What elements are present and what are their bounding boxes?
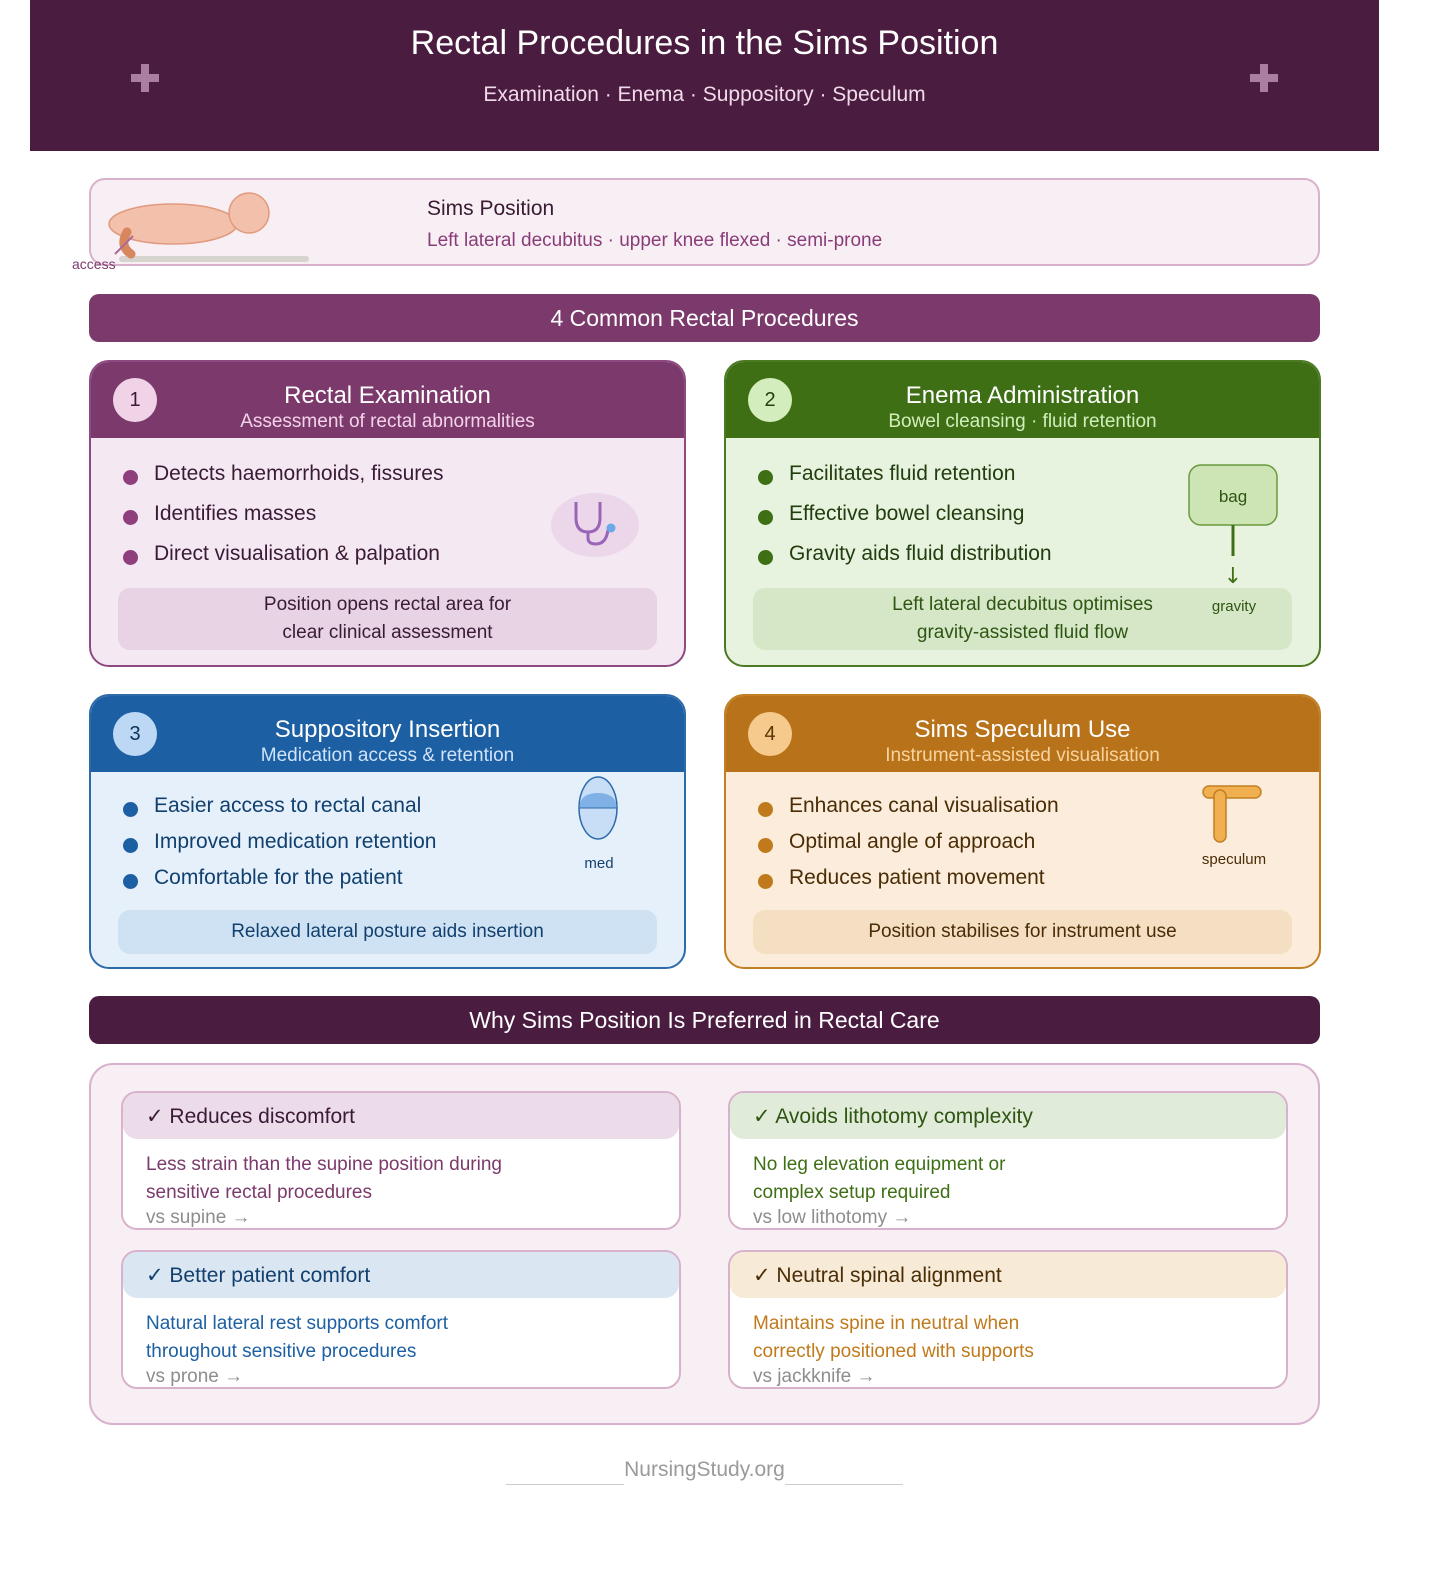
procedure-subtitle: Instrument-assisted visualisation: [885, 745, 1160, 766]
down-arrow-icon: ↓: [1223, 564, 1243, 589]
note-line: Position opens rectal area for: [263, 594, 512, 615]
list-item: Comfortable for the patient: [123, 866, 437, 902]
enema-bag-label: bag: [1218, 487, 1248, 506]
footer-divider: [785, 1484, 903, 1485]
benefit-card-spinal-alignment: [728, 1250, 1288, 1389]
benefit-comparison: vs low lithotomy →: [753, 1207, 912, 1228]
med-label: med: [584, 855, 614, 872]
list-item: Optimal angle of approach: [758, 830, 1059, 866]
note-line: Left lateral decubitus optimises: [892, 594, 1153, 615]
procedure-title: Suppository Insertion: [274, 716, 501, 743]
list-item: Improved medication retention: [123, 830, 437, 866]
list-item: Enhances canal visualisation: [758, 794, 1059, 830]
procedure-note: Relaxed lateral posture aids insertion: [118, 910, 657, 954]
benefit-title: ✓ Reduces discomfort: [123, 1093, 679, 1139]
procedure-points: [758, 462, 1052, 582]
card-header: [726, 696, 1319, 772]
procedure-note: Position stabilises for instrument use: [753, 910, 1292, 954]
procedure-points: [123, 794, 437, 902]
benefit-title: ✓ Neutral spinal alignment: [730, 1252, 1286, 1298]
benefit-line: complex setup required: [753, 1182, 951, 1203]
procedure-card-rectal-examination: [89, 360, 686, 667]
gravity-label: gravity: [1211, 598, 1257, 615]
note-line: gravity-assisted fluid flow: [916, 622, 1129, 643]
procedure-points: [758, 794, 1059, 902]
card-header: [91, 362, 684, 438]
patient-lying-icon: [91, 180, 411, 280]
procedure-title: Enema Administration: [905, 382, 1140, 409]
footer-credit: NursingStudy.org: [624, 1458, 785, 1481]
list-item: Detects haemorrhoids, fissures: [123, 462, 443, 502]
benefit-comparison: vs prone →: [146, 1366, 244, 1387]
list-item: Reduces patient movement: [758, 866, 1059, 902]
procedure-card-sims-speculum-use: [724, 694, 1321, 969]
procedure-title: Sims Speculum Use: [914, 716, 1131, 743]
benefit-comparison: vs jackknife →: [753, 1366, 876, 1387]
suppository-icon: [577, 774, 619, 842]
benefits-panel: [89, 1063, 1320, 1425]
card-header: [726, 362, 1319, 438]
benefit-card-patient-comfort: [121, 1250, 681, 1389]
header-banner: [30, 0, 1379, 151]
speculum-label: speculum: [1201, 851, 1267, 868]
benefit-line: No leg elevation equipment or: [753, 1154, 1006, 1175]
list-item: Gravity aids fluid distribution: [758, 542, 1052, 582]
procedure-card-suppository-insertion: [89, 694, 686, 969]
benefit-line: Natural lateral rest supports comfort: [146, 1313, 449, 1334]
procedure-subtitle: Bowel cleansing · fluid retention: [888, 411, 1157, 432]
procedure-number: 1: [113, 378, 157, 422]
benefit-line: Maintains spine in neutral when: [753, 1313, 1020, 1334]
benefit-comparison: vs supine →: [146, 1207, 251, 1228]
benefit-line: correctly positioned with supports: [753, 1341, 1034, 1362]
benefit-description: [753, 1310, 1153, 1366]
sims-position-description: Left lateral decubitus · upper knee flexed · semi-prone: [427, 230, 883, 251]
list-item: Facilitates fluid retention: [758, 462, 1052, 502]
page-subtitle: Examination · Enema · Suppository · Speculum: [483, 83, 926, 106]
sims-position-panel: [89, 178, 1320, 266]
benefit-title: ✓ Avoids lithotomy complexity: [730, 1093, 1286, 1139]
benefit-line: throughout sensitive procedures: [146, 1341, 417, 1362]
benefit-card-reduces-discomfort: [121, 1091, 681, 1230]
procedure-number: 4: [748, 712, 792, 756]
medical-cross-icon: [1248, 62, 1280, 94]
footer-divider: [506, 1484, 624, 1485]
procedure-number: 2: [748, 378, 792, 422]
enema-bag-icon: [1188, 464, 1280, 589]
benefit-card-avoids-lithotomy: [728, 1091, 1288, 1230]
procedure-points: [123, 462, 443, 582]
procedure-subtitle: Medication access & retention: [260, 745, 515, 766]
list-item: Direct visualisation & palpation: [123, 542, 443, 582]
page-title: Rectal Procedures in the Sims Position: [410, 24, 999, 62]
benefit-description: [753, 1151, 1153, 1207]
speculum-icon: [1201, 784, 1265, 846]
benefit-title: ✓ Better patient comfort: [123, 1252, 679, 1298]
benefit-description: [146, 1151, 546, 1207]
list-item: Effective bowel cleansing: [758, 502, 1052, 542]
benefit-line: sensitive rectal procedures: [146, 1182, 372, 1203]
procedure-title: Rectal Examination: [284, 382, 491, 409]
list-item: Easier access to rectal canal: [123, 794, 437, 830]
list-item: Identifies masses: [123, 502, 443, 542]
procedure-note: [118, 588, 657, 650]
sims-position-title: Sims Position: [427, 197, 555, 220]
why-banner: Why Sims Position Is Preferred in Rectal Care: [89, 996, 1320, 1044]
stethoscope-icon: [550, 492, 640, 558]
procedure-card-enema-administration: [724, 360, 1321, 667]
benefit-line: Less strain than the supine position during: [146, 1154, 502, 1175]
procedure-number: 3: [113, 712, 157, 756]
card-header: [91, 696, 684, 772]
access-label: access: [72, 256, 116, 272]
procedure-subtitle: Assessment of rectal abnormalities: [240, 411, 535, 432]
procedures-banner: 4 Common Rectal Procedures: [89, 294, 1320, 342]
note-line: clear clinical assessment: [282, 622, 493, 643]
benefit-description: [146, 1310, 546, 1366]
